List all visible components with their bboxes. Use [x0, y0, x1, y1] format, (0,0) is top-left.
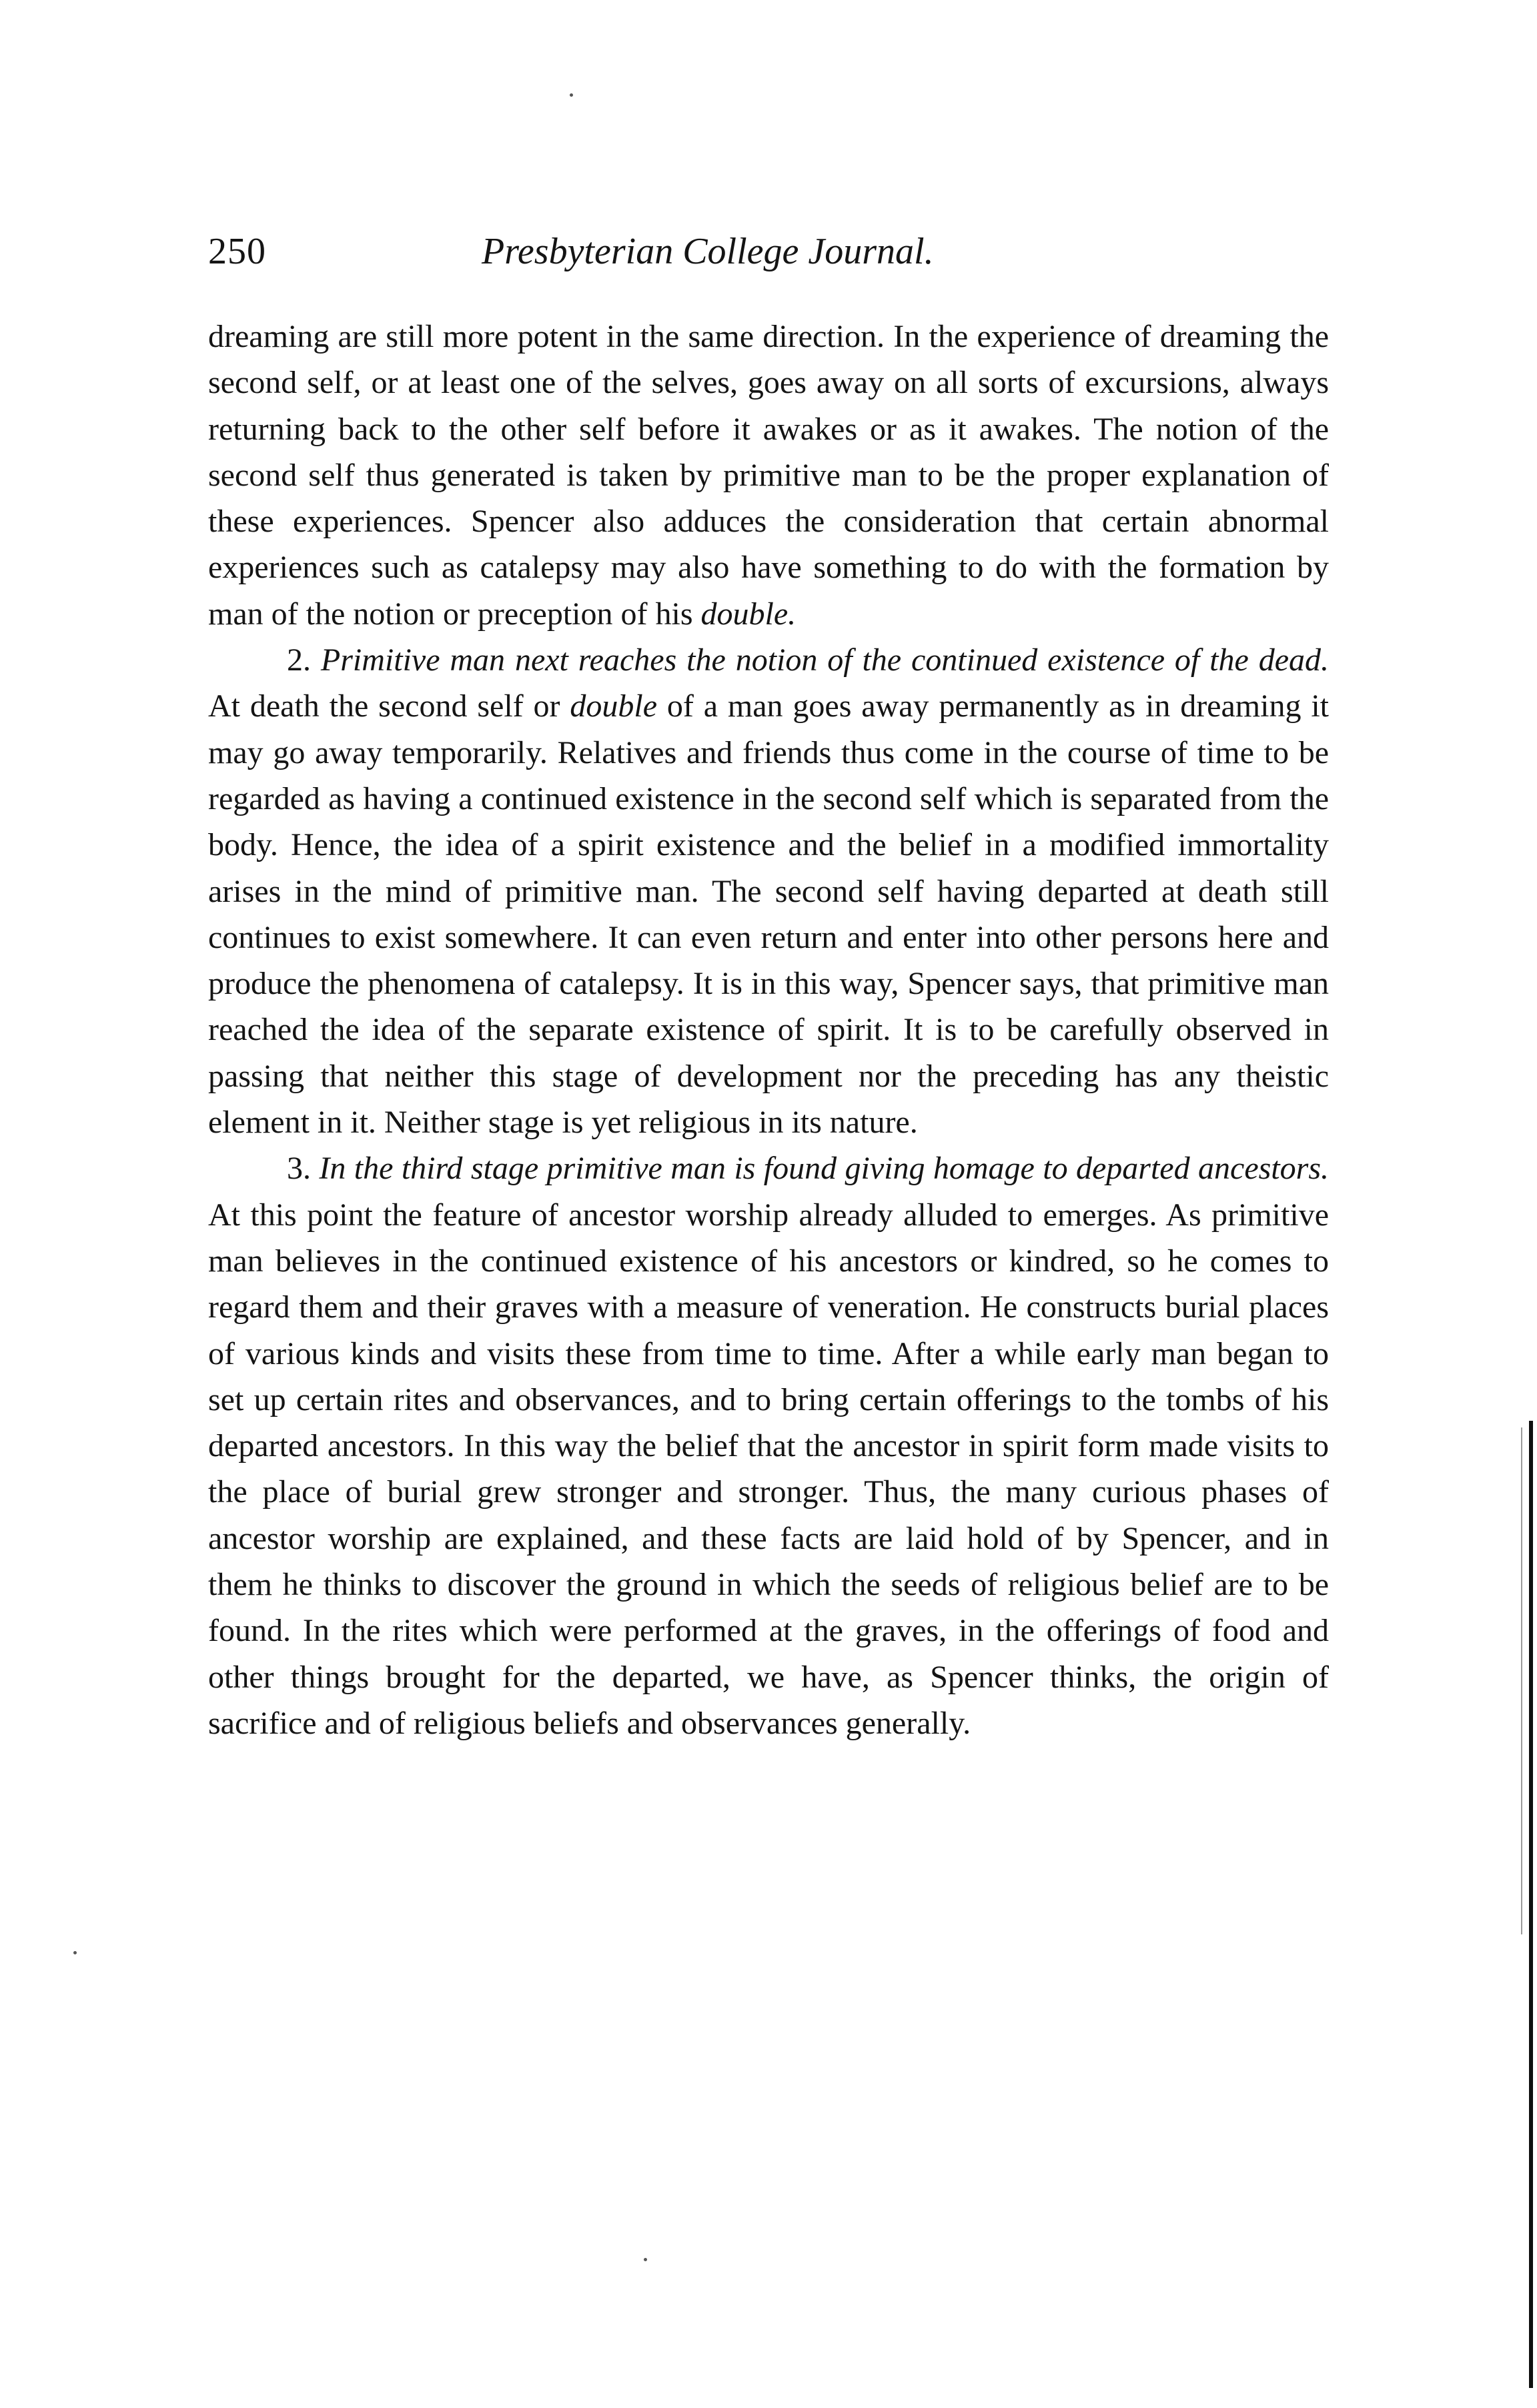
page-edge-line	[1521, 1427, 1522, 1934]
scan-speck	[644, 2258, 647, 2261]
page-number: 250	[208, 231, 266, 272]
paragraph-text: dreaming are still more potent in the same direction. In the experience of dreaming the second self, or at least one of the selves, goes away on all sorts of excursions, always returning back to the other self before it awakes or as it awakes. The notion of the second self thus generated is taken by primitive man to be the proper explanation of these experiences. Spencer also adduces the consideration that certain abnormal experiences such as catalepsy may also have something to do with the formation by man of the notion or preception of his	[208, 319, 1329, 632]
paragraph-continued	[208, 314, 1329, 637]
paragraph-number: 2.	[287, 642, 311, 678]
scan-speck	[73, 1951, 77, 1954]
paragraph-stage-3	[208, 1145, 1329, 1746]
running-head: Presbyterian College Journal.	[482, 231, 934, 272]
paragraph-text: At this point the feature of ancestor worship already alluded to emerges. As primitive man believes in the continued existence of his ancestors or kindred, so he comes to regard them and their graves with a measure of veneration. He constructs burial places of various kinds and visits these from time to time. After a while early man began to set up certain rites and observances, and to bring certain offerings to the tombs of his departed ancestors. In this way the belief that the ancestor in spirit form made visits to the place of burial grew stronger and stronger. Thus, the many curious phases of ancestor worship are explained, and these facts are laid hold of by Spencer, and in them he thinks to discover the ground in which the seeds of religious belief are to be found. In the rites which were performed at the graves, in the offerings of food and other things brought for the departed, we have, as Spencer thinks, the origin of sacrifice and of religious beliefs and observances generally.	[208, 1197, 1329, 1741]
paragraph-number: 3.	[287, 1151, 311, 1187]
paragraph-italic-term: double	[570, 688, 657, 724]
paragraph-text: At death the second self or	[208, 688, 570, 724]
paragraph-lead-italic: In the third stage primitive man is found giving homage to departed ancestors.	[319, 1151, 1329, 1187]
paragraph-stage-2	[208, 637, 1329, 1145]
body-text	[208, 314, 1329, 1746]
scan-speck	[570, 93, 573, 97]
paragraph-italic-term: double.	[700, 596, 797, 632]
page-edge-shadow	[1529, 1421, 1533, 2388]
paragraph-lead-italic: Primitive man next reaches the notion of the continued existence of the dead.	[320, 642, 1329, 678]
paragraph-text: of a man goes away permanently as in dreaming it may go away temporarily. Relatives and friends thus come in the course of time to be regarded as having a continued existence in the second self which is separated from the body. Hence, the idea of a spirit existence and the belief in a modified immortality arises in the mind of primitive man. The second self having departed at death still continues to exist somewhere. It can even return and enter into other persons here and produce the phenomena of catalepsy. It is in this way, Spencer says, that primitive man reached the idea of the separate existence of spirit. It is to be carefully observed in passing that neither this stage of development nor the preceding has any theistic element in it. Neither stage is yet religious in its nature.	[208, 688, 1329, 1141]
page-header	[208, 230, 1329, 290]
